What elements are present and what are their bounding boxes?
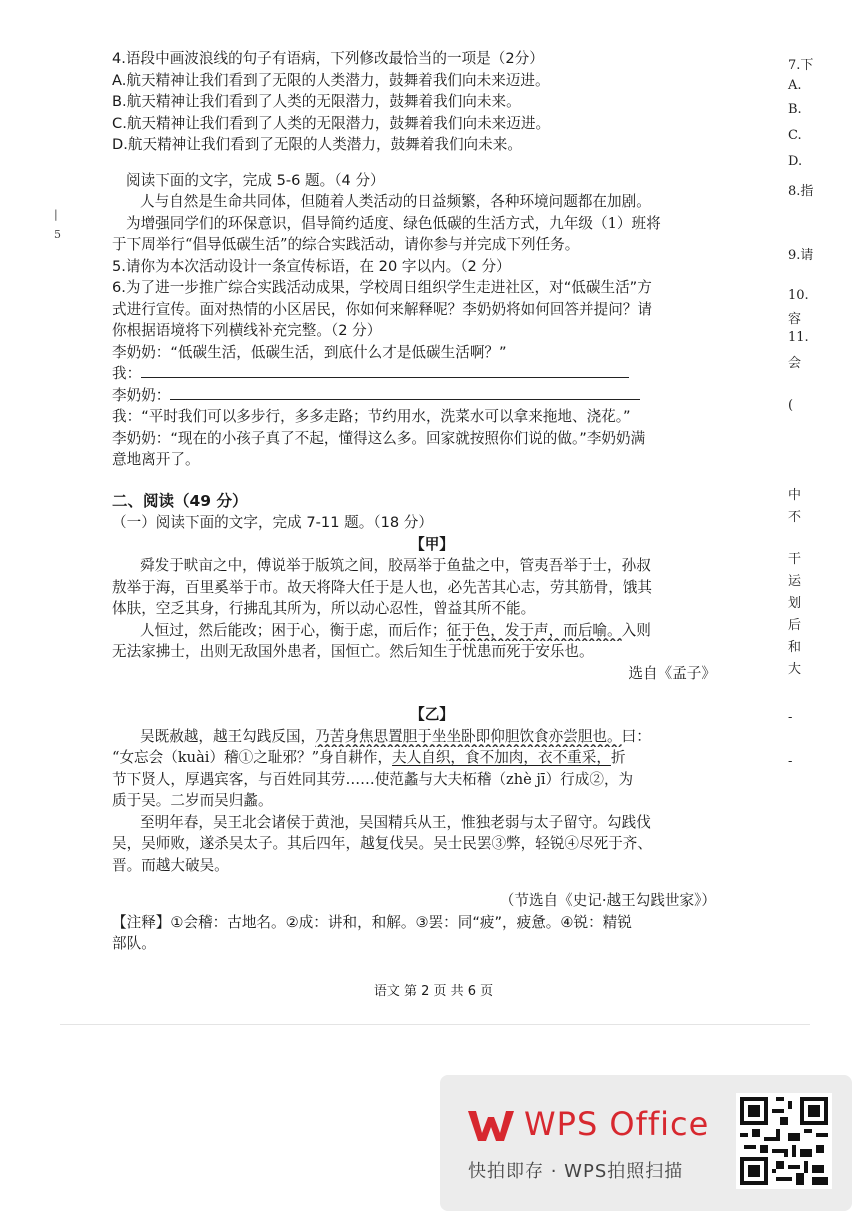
passage-yi-line: 至明年春，吴王北会诸侯于黄池，吴国精兵从王，惟独老弱与太子留守。勾践伐 — [140, 813, 651, 831]
edge-fragment: - — [788, 754, 793, 769]
text-run: 曰： — [621, 727, 651, 745]
passage-jia-line: 舜发于畎亩之中，傅说举于版筑之间，胶鬲举于鱼盐之中，管夷吾举于士，孙叔 — [140, 557, 651, 574]
wps-watermark — [440, 1075, 852, 1211]
answer-blank[interactable] — [141, 363, 629, 378]
passage-yi-source: （节选自《史记·越王勾践世家》） — [499, 892, 716, 909]
q4-option-c: C.航天精神让我们看到了人类的无限潜力，鼓舞着我们向未来迈进。 — [112, 114, 551, 132]
dialogue-line: 李奶奶：“现在的小孩子真了不起，懂得这么多。回家就按照你们说的做。”李奶奶满 — [112, 429, 646, 447]
qr-code-icon — [736, 1093, 832, 1189]
q4-option-a: A.航天精神让我们看到了无限的人类潜力，鼓舞着我们向未来迈进。 — [112, 71, 550, 89]
passage-yi-line — [112, 726, 752, 748]
wavy-underlined-sentence: 征于色，发于声，而后喻。 — [446, 621, 622, 639]
edge-fragment: 容 — [788, 312, 802, 327]
q6-stem: 6.为了进一步推广综合实践活动成果，学校周日组织学生走进社区，对“低碳生活”方 — [112, 279, 652, 296]
read56-para: 于下周举行“倡导低碳生活”的综合实践活动，请你参与并完成下列任务。 — [112, 236, 580, 253]
edge-fragment: B. — [788, 102, 802, 117]
passage-jia-line: 体肤，空乏其身，行拂乱其所为，所以动心忍性，曾益其所不能。 — [112, 600, 536, 617]
annotation-line: 【注释】①会稽：古地名。②成：讲和，和解。③罢：同“疲”，疲惫。④锐：精锐 — [112, 913, 632, 931]
edge-fragment: 干 — [788, 552, 802, 567]
q5-stem: 5.请你为本次活动设计一条宣传标语，在 20 字以内。（2 分） — [112, 257, 511, 275]
edge-fragment: D. — [788, 154, 803, 169]
edge-fragment: 不 — [788, 510, 802, 525]
edge-fragment: 8.指 — [788, 184, 814, 199]
edge-fragment: 10. — [788, 288, 809, 303]
speaker-label: 李奶奶： — [112, 386, 171, 404]
read56-para: 人与自然是生命共同体，但随着人类活动的日益频繁，各种环境问题都在加剧。 — [140, 193, 651, 210]
underlined-sentence: 夫人自织，食不加肉，衣不重采， — [392, 749, 611, 766]
edge-fragment: A. — [788, 78, 802, 93]
section-title: 二、阅读（49 分） — [112, 491, 248, 510]
text-run: 入则 — [621, 621, 651, 639]
q4-option-b: B.航天精神让我们看到了人类的无限潜力，鼓舞着我们向未来。 — [112, 93, 521, 110]
edge-fragment: - — [788, 710, 793, 725]
passage-yi-line: 质于吴。二岁而吴归蠡。 — [112, 792, 273, 809]
dialogue-blank-grandma — [112, 385, 752, 407]
text-run: “女忘会（kuài）稽①之耻邪？”身自耕作， — [112, 749, 393, 766]
dialogue-line: 李奶奶：“低碳生活，低碳生活，到底什么才是低碳生活啊？” — [112, 343, 507, 361]
edge-fragment: 运 — [788, 574, 802, 589]
passage-yi-line: 吴，吴师败，遂杀吴太子。其后四年，越复伐吴。吴士民罢③弊，轻锐④尽死于齐、 — [112, 835, 652, 852]
dialogue-line: 我：“平时我们可以多步行，多多走路；节约用水，洗菜水可以拿来拖地、浇花。” — [112, 408, 631, 425]
dialogue-blank-me — [112, 363, 752, 385]
edge-fragment: ( — [788, 398, 794, 413]
page-divider — [60, 1024, 810, 1025]
wavy-underlined-sentence: 乃苦身焦思置胆于坐坐卧即仰胆饮食亦尝胆也。 — [315, 727, 622, 745]
passage-yi-label: 【乙】 — [410, 706, 454, 723]
edge-fragment: C. — [788, 128, 802, 143]
subsection-title: （一）阅读下面的文字，完成 7-11 题。（18 分） — [112, 514, 433, 531]
passage-jia-line — [112, 620, 752, 642]
passage-yi-line: 晋。而越大破吴。 — [112, 856, 229, 874]
edge-fragment: 和 — [788, 640, 802, 655]
left-margin-mark: | — [54, 208, 58, 221]
edge-fragment: 会 — [788, 356, 802, 371]
read56-title: 阅读下面的文字，完成 5-6 题。（4 分） — [126, 171, 385, 189]
passage-jia-label: 【甲】 — [410, 535, 454, 553]
text-run: 吴既赦越，越王勾践反国， — [140, 727, 316, 745]
edge-fragment: 7.下 — [788, 58, 814, 73]
speaker-label: 我： — [112, 365, 142, 382]
text-run: 折 — [610, 749, 626, 766]
text-run: 人恒过，然后能改；困于心，衡于虑，而后作； — [140, 621, 447, 639]
edge-fragment: 中 — [788, 488, 802, 503]
passage-jia-source: 选自《孟子》 — [628, 664, 716, 682]
edge-fragment: 划 — [788, 596, 802, 611]
q4-stem: 4.语段中画波浪线的句子有语病，下列修改最恰当的一项是（2分） — [112, 50, 544, 67]
edge-fragment: 11. — [788, 330, 809, 345]
q4-option-d: D.航天精神让我们看到了无限的人类潜力，鼓舞着我们向未来。 — [112, 136, 522, 153]
wps-logo-icon — [466, 1109, 516, 1143]
passage-yi-line — [112, 747, 752, 769]
page-footer: 语文 第 2 页 共 6 页 — [373, 984, 494, 999]
dialogue-line: 意地离开了。 — [112, 451, 200, 468]
q6-stem: 式进行宣传。面对热情的小区居民，你如何来解释呢？李奶奶将如何回答并提问？请 — [112, 300, 652, 318]
passage-jia-line: 敖举于海，百里奚举于市。故天将降大任于是人也，必先苦其心志，劳其筋骨，饿其 — [112, 578, 652, 596]
edge-fragment: 大 — [788, 662, 802, 677]
left-margin-mark: 5 — [54, 228, 61, 241]
wps-tagline: 快拍即存 · WPS拍照扫描 — [468, 1161, 684, 1182]
edge-fragment: 后 — [788, 618, 802, 633]
answer-blank[interactable] — [170, 385, 640, 400]
wps-brand-text: WPS Office — [524, 1105, 710, 1143]
main-column — [112, 48, 752, 955]
annotation-line: 部队。 — [112, 935, 156, 952]
passage-yi-line: 节下贤人，厚遇宾客，与百姓同其劳……使范蠡与大夫柘稽（zhè jī）行成②，为 — [112, 770, 634, 788]
read56-para: 为增强同学们的环保意识，倡导简约适度、绿色低碳的生活方式，九年级（1）班将 — [126, 214, 661, 232]
q6-stem: 你根据语境将下列横线补充完整。（2 分） — [112, 322, 382, 339]
passage-jia-line: 无法家拂士，出则无敌国外患者，国恒亡。然后知生于忧患而死于安乐也。 — [112, 643, 594, 660]
edge-fragment: 9.请 — [788, 248, 814, 263]
